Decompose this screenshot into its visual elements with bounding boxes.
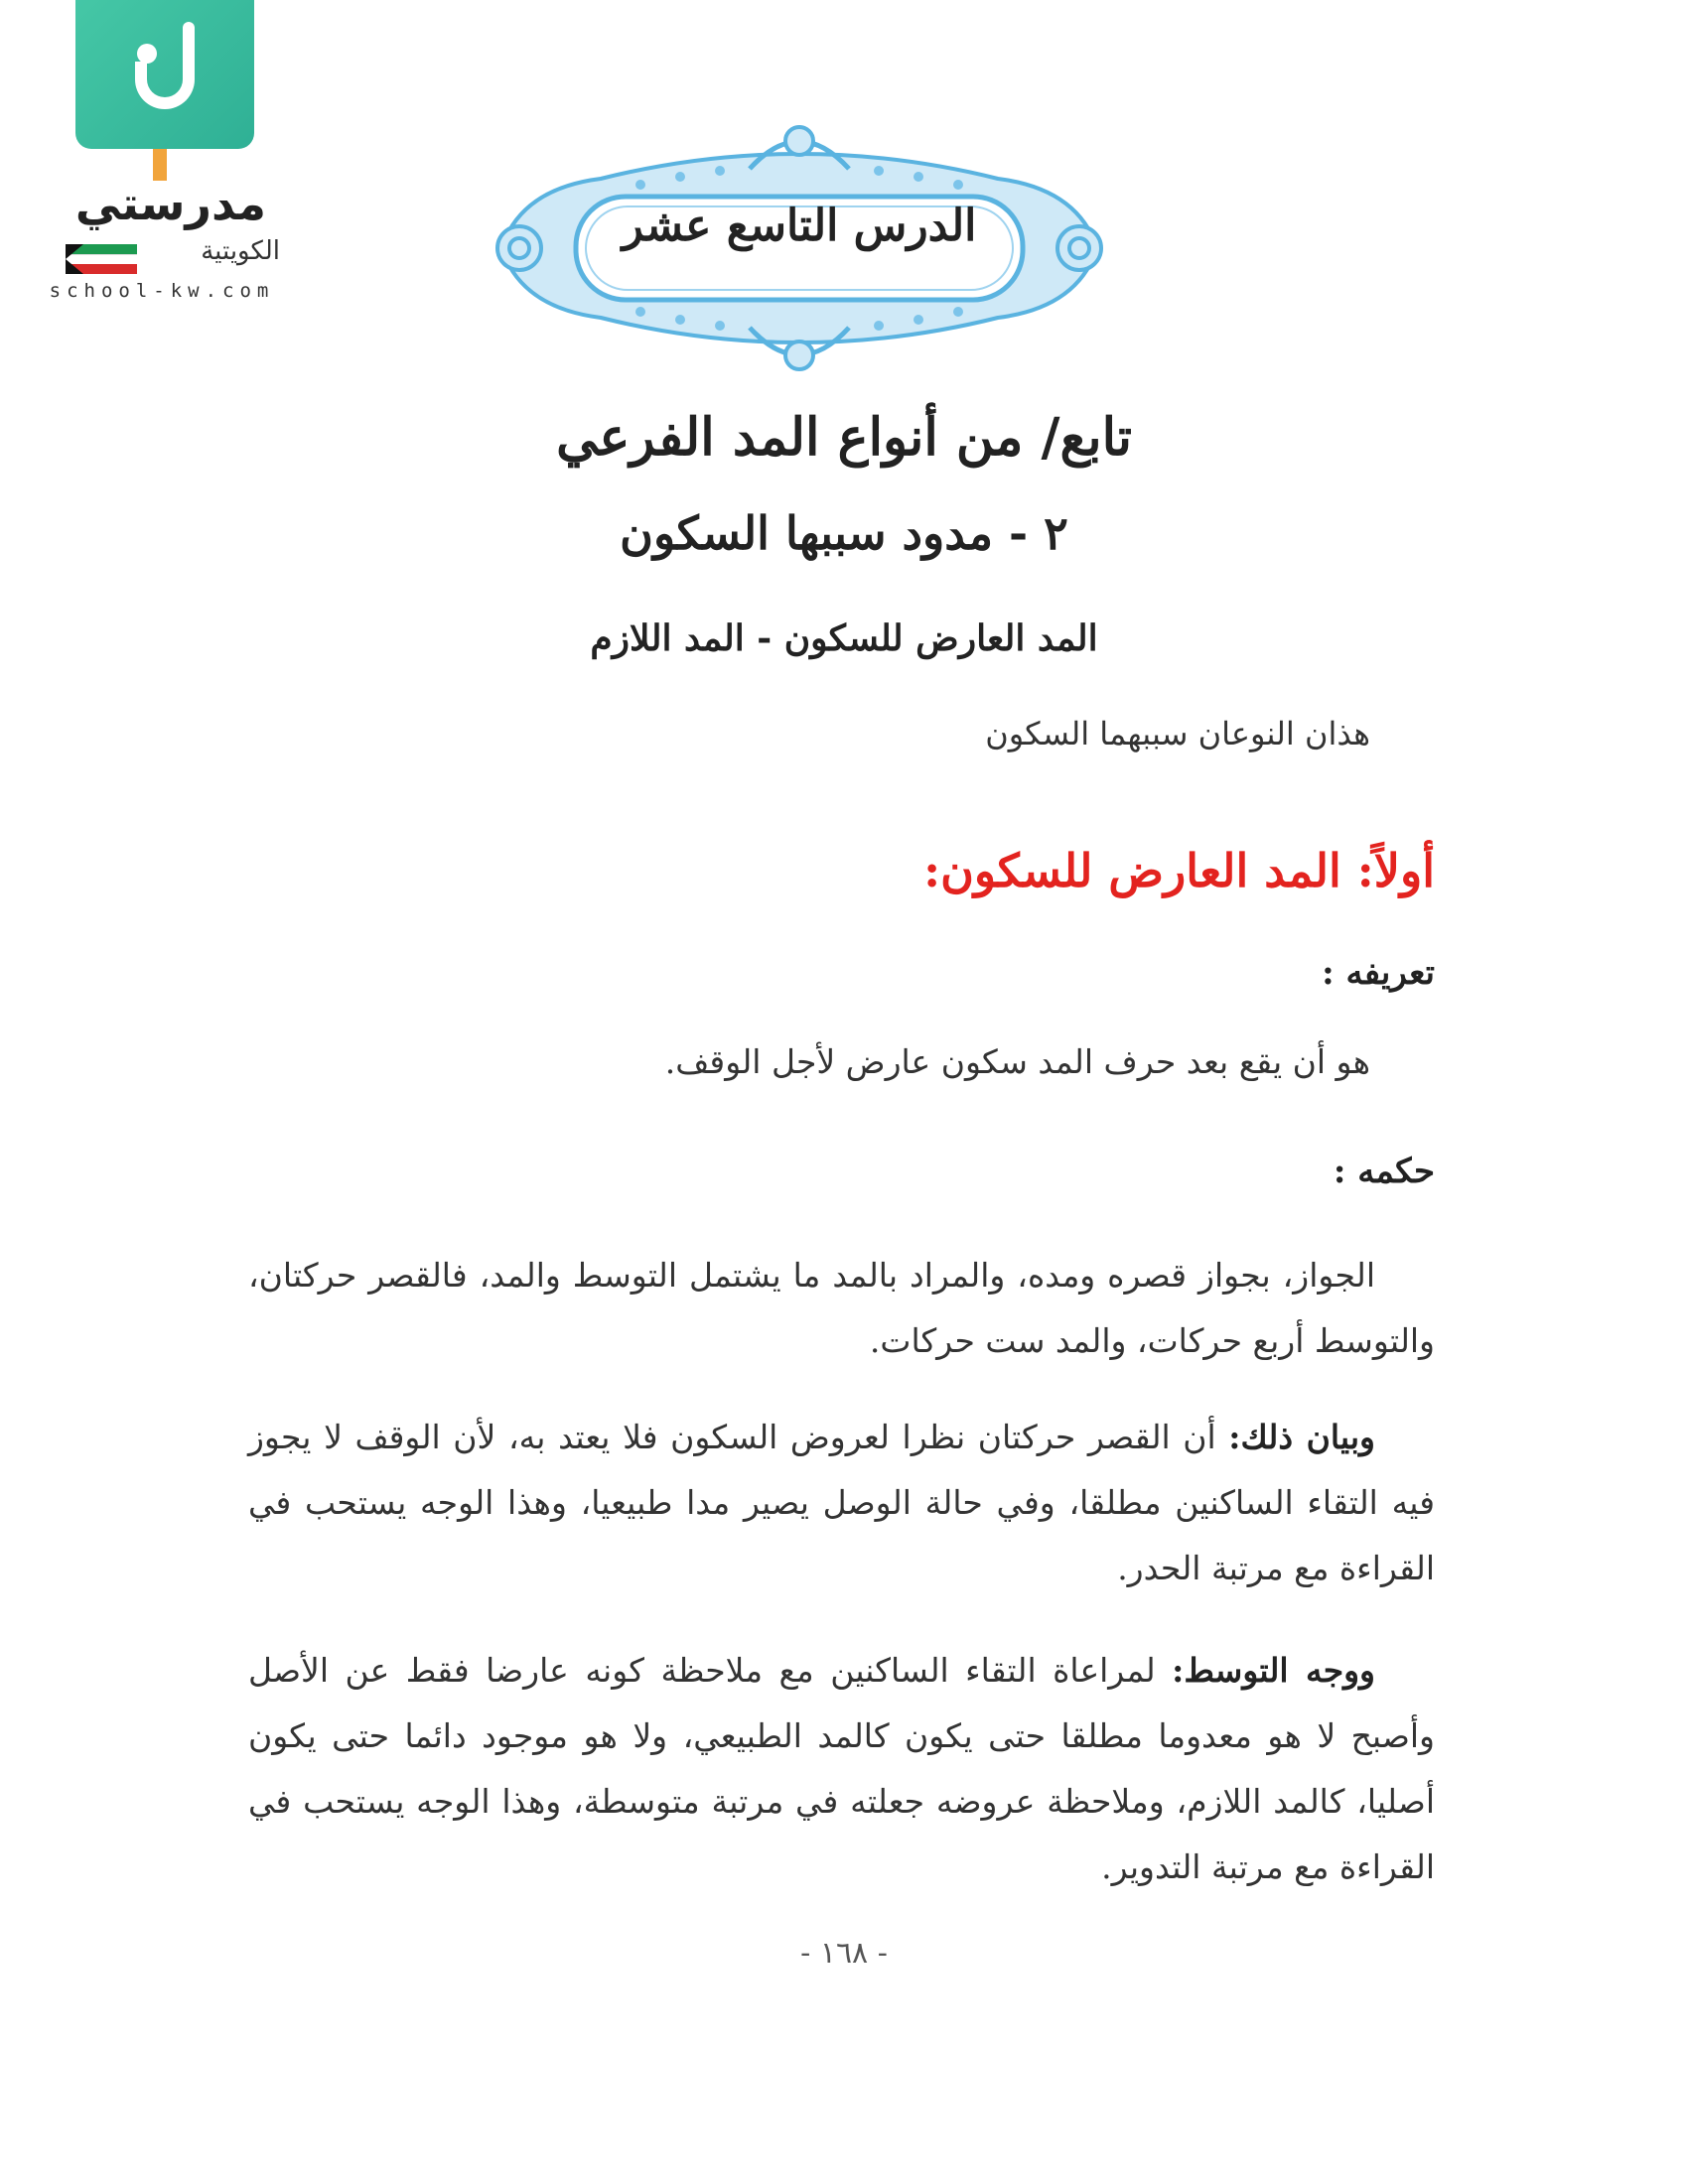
- intro-text: هذان النوعان سببهما السكون: [985, 715, 1370, 752]
- explanation-paragraph: [248, 1405, 1435, 1601]
- site-logo: [18, 0, 306, 308]
- definition-label: تعريفه :: [1322, 953, 1435, 993]
- ruling-label: حكمه :: [1333, 1152, 1435, 1191]
- sub-title: ٢ - مدود سببها السكون: [620, 506, 1068, 560]
- logo-url: school-kw.com: [49, 280, 275, 302]
- page-number: - ١٦٨ -: [800, 1936, 888, 1971]
- topics-title: المد العارض للسكون - المد اللازم: [590, 617, 1098, 659]
- book-smile-icon: [75, 0, 254, 149]
- middle-text: لمراعاة التقاء الساكنين مع ملاحظة كونه عارضا فقط عن الأصل وأصبح لا هو معدوما مطلقا حتى يكون كالمد الطبيعي، ولا هو موجود دائما حتى يكون أصليا، كالمد اللازم، وملاحظة عروضه جعلته في مرتبة متوسطة، وهذا الوجه يستحب في القراءة مع مرتبة التدوير.: [248, 1651, 1435, 1886]
- lesson-title-frame: [482, 119, 1117, 377]
- middle-lead: ووجه التوسط:: [1172, 1651, 1375, 1690]
- main-title: تابع/ من أنواع المد الفرعي: [556, 407, 1132, 468]
- logo-name: مدرستي: [74, 177, 266, 230]
- logo-subtitle: الكويتية: [201, 236, 280, 266]
- explanation-lead: وبيان ذلك:: [1228, 1418, 1375, 1456]
- ruling-paragraph: الجواز، بجواز قصره ومده، والمراد بالمد ما يشتمل التوسط والمد، فالقصر حركتان، والتوسط أربع حركات، والمد ست حركات.: [248, 1256, 1435, 1360]
- lesson-title: الدرس التاسع عشر: [622, 201, 977, 251]
- section-heading: أولاً: المد العارض للسكون:: [923, 844, 1435, 897]
- middle-paragraph: [248, 1638, 1435, 1900]
- explanation-text: أن القصر حركتان نظرا لعروض السكون فلا يعتد به، لأن الوقف لا يجوز فيه التقاء الساكنين مطلقا، وفي حالة الوصل يصير مدا طبيعيا، وهذا الوجه يستحب في القراءة مع مرتبة الحدر.: [248, 1418, 1435, 1587]
- kuwait-flag-icon: [66, 244, 137, 274]
- definition-text: هو أن يقع بعد حرف المد سكون عارض لأجل الوقف.: [664, 1042, 1370, 1081]
